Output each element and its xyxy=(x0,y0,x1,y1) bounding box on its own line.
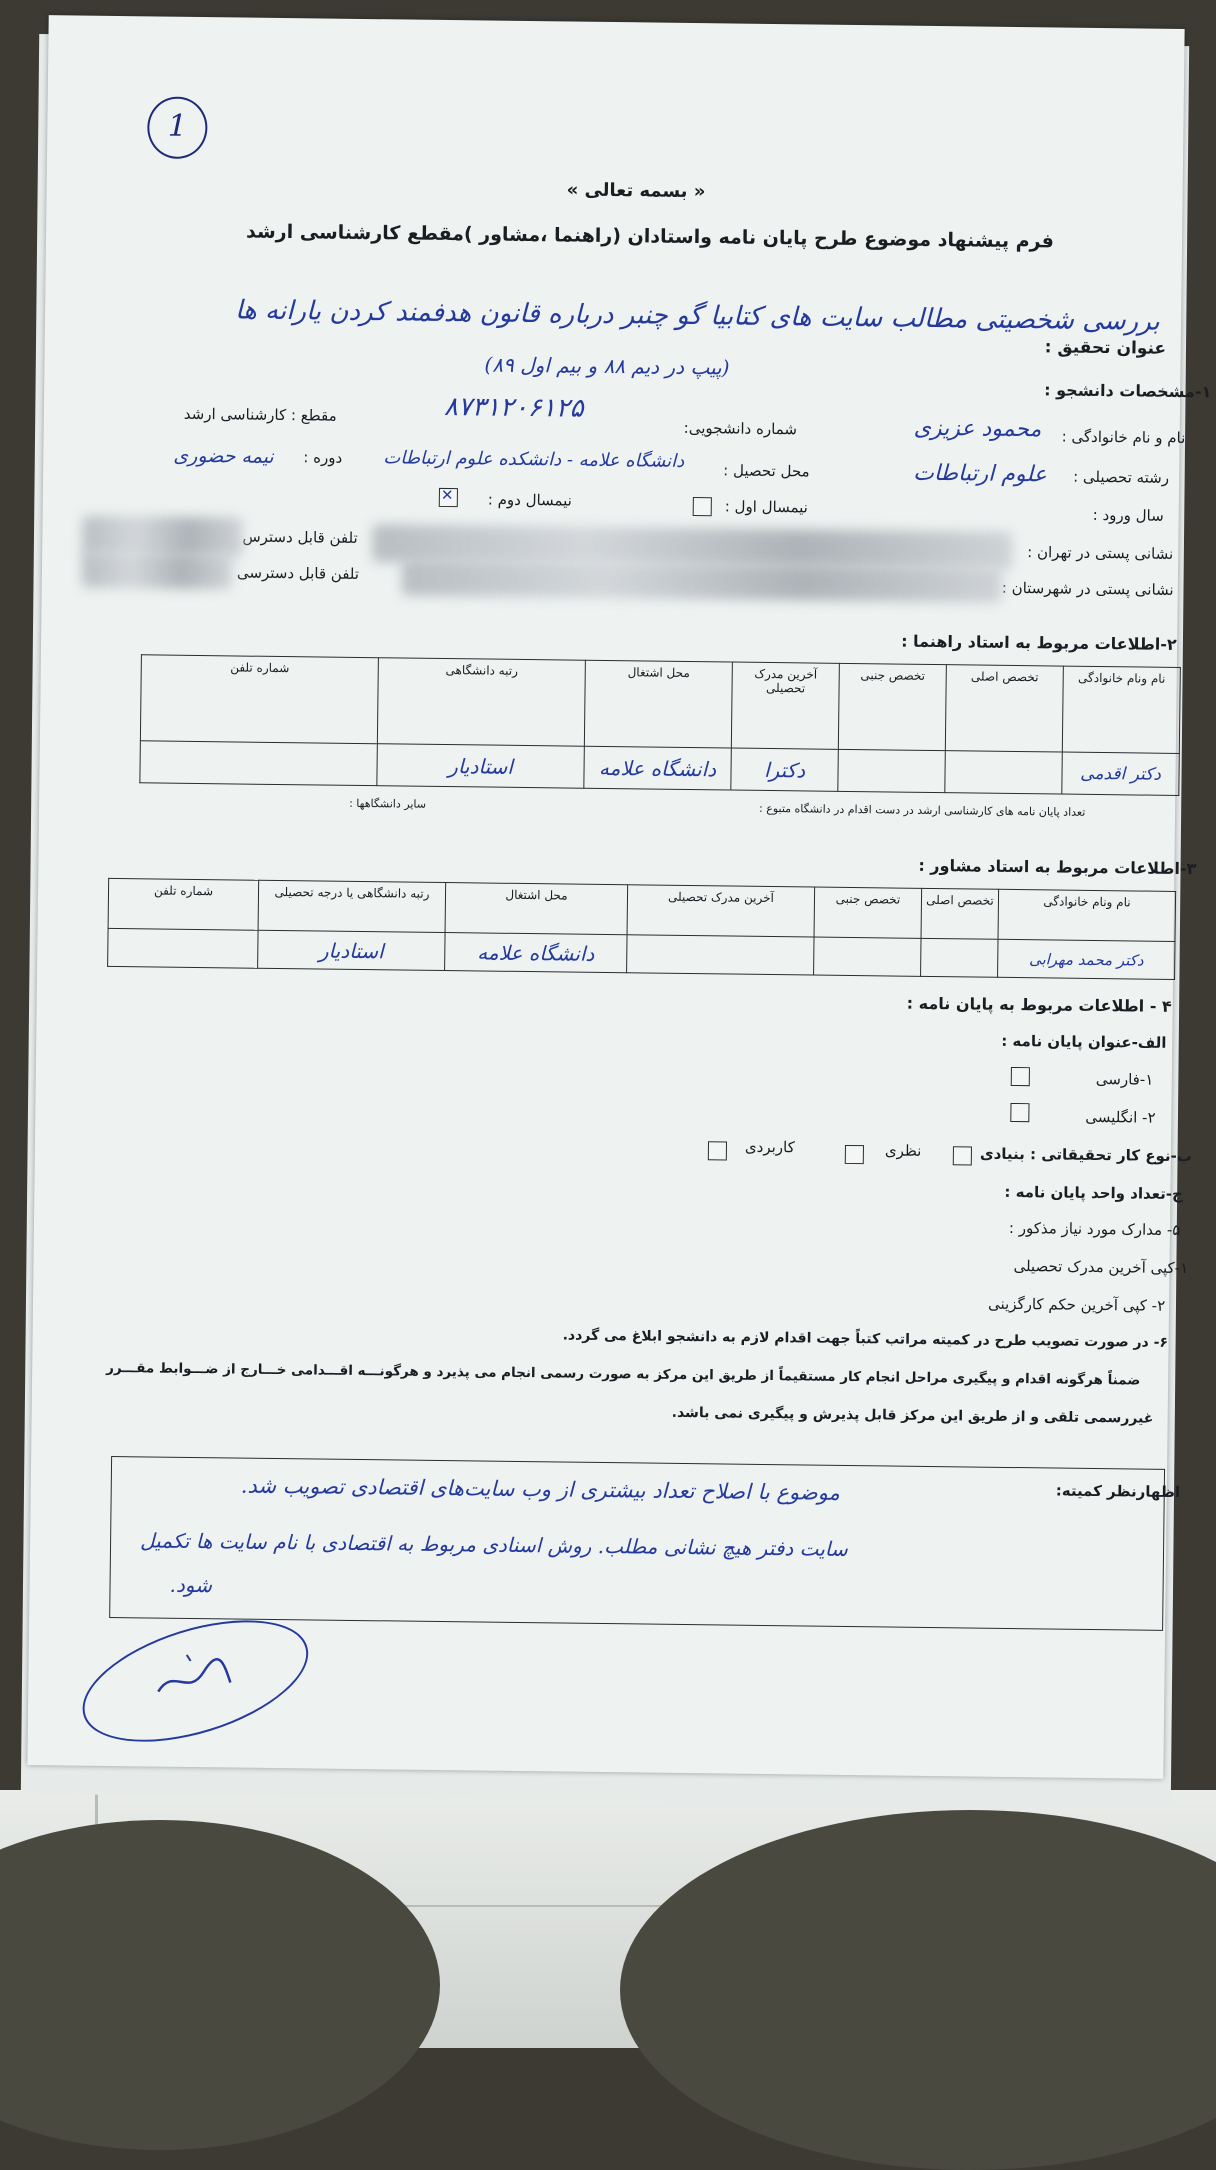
table-cell xyxy=(108,928,258,968)
place-label: محل تحصیل : xyxy=(723,461,810,481)
semester1-label: نیمسال اول : xyxy=(724,497,809,517)
supervisor-other-note: سایر دانشگاهها : xyxy=(349,796,427,811)
note-6: ۶- در صورت تصویب طرح در کمیته مراتب کتباً جهت اقدام لازم به دانشجو ابلاغ می گردد. xyxy=(562,1327,1169,1351)
type-theory-checkbox[interactable] xyxy=(845,1145,864,1164)
thesis-english-checkbox[interactable] xyxy=(1010,1103,1029,1122)
table-cell: استادیار xyxy=(258,930,445,970)
redacted-city-address xyxy=(402,559,1002,602)
thesis-units-label: ج-تعداد واحد پایان نامه : xyxy=(1004,1182,1183,1204)
research-type-label: ب-نوع کار تحقیقاتی : بنیادی xyxy=(979,1144,1193,1166)
document-1: ۱-کپی آخرین مدرک تحصیلی xyxy=(1013,1257,1189,1278)
semester1-checkbox[interactable] xyxy=(693,497,712,516)
thesis-section-label: ۴ - اطلاعات مربوط به پایان نامه : xyxy=(906,993,1172,1016)
advisor-table xyxy=(107,878,1176,980)
table-cell: دانشگاه علامه xyxy=(584,746,732,790)
header-cell: شماره تلفن xyxy=(108,878,259,930)
header-cell: تخصص اصلی xyxy=(921,888,999,939)
header-cell: نام ونام خانوادگی xyxy=(998,889,1176,941)
note-8: غیررسمی تلقی و از طریق این مرکز قابل پذیرش و پیگیری نمی باشد. xyxy=(671,1404,1154,1427)
page-number: 1 xyxy=(167,108,188,144)
phone1-label: تلفن قابل دسترس xyxy=(242,527,358,547)
committee-label: اظهارنظر کمیته: xyxy=(1055,1481,1181,1502)
thesis-title-sublabel: الف-عنوان پایان نامه : xyxy=(1001,1031,1167,1052)
type-fundamental-checkbox[interactable] xyxy=(953,1146,972,1165)
header-cell: تخصص جنبی xyxy=(838,663,946,750)
committee-comment-line1: موضوع با اصلاح تعداد بیشتری از وب سایت‌های اقتصادی تصویب شد. xyxy=(240,1473,840,1505)
form-sheet xyxy=(27,15,1212,1779)
table-cell: دکترا xyxy=(731,748,839,791)
header-cell: تخصص جنبی xyxy=(814,887,922,938)
student-number-value: ۸۷۳۱۲۰۶۱۲۵ xyxy=(443,391,584,424)
page-number-circle xyxy=(147,96,208,159)
table-cell: دکتر محمد مهرابی xyxy=(998,939,1175,979)
supervisor-count-note: تعداد پایان نامه های کارشناسی ارشد در دست اقدام در دانشگاه متبوع : xyxy=(759,801,1086,819)
header-cell: تخصص اصلی xyxy=(945,665,1063,752)
thesis-persian-checkbox[interactable] xyxy=(1011,1067,1030,1086)
name-value: محمود عزیزی xyxy=(913,415,1042,443)
field-label: رشته تحصیلی : xyxy=(1073,467,1170,487)
research-title-value-2: (پیپ در دیم ۸۸ و بیم اول ۸۹) xyxy=(484,352,730,380)
period-label: دوره : xyxy=(303,448,343,467)
level-label: مقطع : کارشناسی ارشد xyxy=(183,404,337,425)
header-cell: رتبه دانشگاهی xyxy=(377,658,585,747)
committee-comment-line2: سایت دفتر هیچ نشانی مطلب. روش اسنادی مربوط به اقتصادی با نام سایت ها تکمیل xyxy=(139,1528,848,1562)
city-address-label: نشانی پستی در شهرستان : xyxy=(1001,578,1174,599)
header-cell: محل اشتغال xyxy=(445,883,628,935)
redacted-phone2 xyxy=(82,552,232,590)
research-title-value: بررسی شخصیتی مطالب سایت های کتابیا گو چنبر درباره قانون هدفمند کردن یارانه ها xyxy=(234,295,1160,337)
table-cell xyxy=(838,749,946,792)
header-cell: نام ونام خانوادگی xyxy=(1062,666,1180,753)
research-title-label: عنوان تحقیق : xyxy=(1044,337,1167,359)
table-cell: استادیار xyxy=(377,744,584,789)
place-value: دانشگاه علامه - دانشکده علوم ارتباطات xyxy=(383,447,685,472)
period-value: نیمه حضوری xyxy=(173,444,274,468)
table-cell xyxy=(814,937,921,976)
student-section-label: ۱-مشخصات دانشجو : xyxy=(1044,380,1212,402)
table-cell xyxy=(627,935,814,975)
form-title: فرم پیشنهاد موضوع طرح پایان نامه واستادان (راهنما ،مشاور )مقطع کارشناسی ارشد xyxy=(245,220,1055,253)
advisor-section-label: ۳-اطلاعات مربوط به استاد مشاور : xyxy=(918,855,1197,879)
semester2-checkbox[interactable] xyxy=(439,488,458,507)
entry-year-label: سال ورود : xyxy=(1092,505,1164,525)
basmala: « بسمه تعالی » xyxy=(566,179,706,203)
thesis-persian-label: ۱-فارسی xyxy=(1095,1069,1154,1089)
supervisor-table xyxy=(139,654,1180,796)
type-applied-checkbox[interactable] xyxy=(708,1141,727,1160)
signature xyxy=(148,1646,239,1707)
committee-comment-line3: شود. xyxy=(169,1572,213,1598)
table-cell xyxy=(921,938,998,977)
note-7: ضمناً هرگونه اقدام و پیگیری مراحل انجام کار مستقیماً از طریق این مرکز به صورت رسمی انجام می پذیرد و هرگونـــه اقـــدامی خـــارج از ضـــوابط مقـــرر xyxy=(106,1359,1141,1389)
header-cell: رتبه دانشگاهی یا درجه تحصیلی xyxy=(258,880,446,932)
header-cell: آخرین مدرک تحصیلی xyxy=(731,662,839,749)
phone2-label: تلفن قابل دسترسی xyxy=(236,563,360,583)
table-cell xyxy=(140,741,377,786)
student-number-label: شماره دانشجویی: xyxy=(683,418,798,439)
field-value: علوم ارتباطات xyxy=(913,460,1047,488)
document-2: ۲- کپی آخرین حکم کارگزینی xyxy=(987,1294,1166,1315)
supervisor-section-label: ۲-اطلاعات مربوط به استاد راهنما : xyxy=(901,631,1177,654)
tehran-address-label: نشانی پستی در تهران : xyxy=(1027,543,1174,563)
type-theory-label: نظری xyxy=(884,1141,922,1160)
header-cell: شماره تلفن xyxy=(140,655,378,744)
table-cell xyxy=(945,751,1063,794)
header-cell: آخرین مدرک تحصیلی xyxy=(627,885,815,937)
table-cell: دکتر اقدمی xyxy=(1062,752,1180,795)
thesis-english-label: ۲- انگلیسی xyxy=(1085,1107,1156,1127)
type-applied-label: کاربردی xyxy=(744,1137,795,1157)
name-label: نام و نام خانوادگی : xyxy=(1061,427,1186,448)
header-cell: محل اشتغال xyxy=(584,660,732,748)
documents-label: ۵- مدارک مورد نیاز مذکور : xyxy=(1008,1218,1181,1240)
table-cell: دانشگاه علامه xyxy=(445,933,627,973)
semester2-label: نیمسال دوم : xyxy=(487,490,572,510)
